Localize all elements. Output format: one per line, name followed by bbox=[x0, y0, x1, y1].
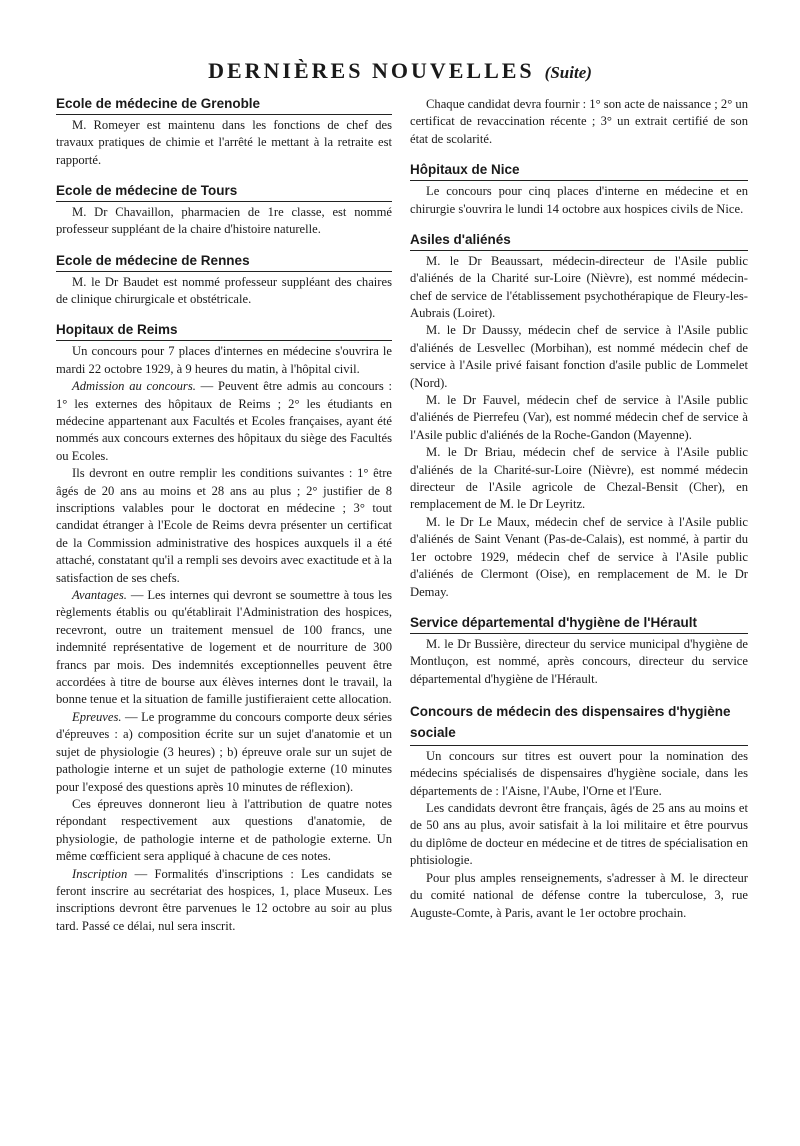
lead-inscription: Inscription bbox=[72, 866, 128, 881]
paragraph: M. le Dr Le Maux, médecin chef de service à l'Asile public d'aliénés de Saint Venant (Pas-de-Calais), est nommé, à partir du 1er octobre 1929, médecin chef de service à l'Asile public d'aliénés de Clermont (Oise), en remplacement de M. le Dr Demay. bbox=[410, 514, 748, 599]
paragraph: M. le Dr Bussière, directeur du service municipal d'hygiène de Montluçon, est nommé, après concours, directeur du service départemental d'hygiène de l'Hérault. bbox=[410, 636, 748, 686]
paragraph: M. Dr Chavaillon, pharmacien de 1re classe, est nommé professeur suppléant de la chaire d'histoire naturelle. bbox=[56, 204, 392, 237]
section-nice bbox=[410, 162, 748, 218]
paragraph: Un concours sur titres est ouvert pour la nomination des médecins spécialisés de dispensaires d'hygiène sociale, dans les départements de : l'Aisne, l'Aube, l'Orne et l'Eure. bbox=[410, 748, 748, 798]
paragraph: Le concours pour cinq places d'interne en médecine et en chirurgie s'ouvrira le lundi 14 octobre aux hospices civils de Nice. bbox=[410, 184, 748, 216]
paragraph: Ces épreuves donneront lieu à l'attribution de quatre notes répondant respectivement aux questions d'anatomie, de physiologie, de pathologie interne et de pathologie externe. Un même cœfficient sera appliqué à chacune de ces notes. bbox=[56, 796, 392, 864]
heading-asiles: Asiles d'aliénés bbox=[410, 232, 748, 251]
text-inscription: — Formalités d'inscriptions : Les candidats se feront inscrire au secrétariat des hospices, 1, place Museux. Les inscriptions devront être parvenues le 12 octobre au soir au plus tard. Passé ce délai, nul sera inscrit. bbox=[56, 866, 392, 933]
text-avantages: — Les internes qui devront se soumettre à tous les règlements établis ou qu'établirait l'Administration des hospices, recevront, outre un traitement mensuel de 100 francs, une indemnité représentative de logement et de nourriture de 300 francs par mois. Des indemnités exceptionnelles peuvent être accordées à titre de bourse aux élèves internes dont le travail, la bonne tenue et la situation de famille justifieraient cette allocation. bbox=[56, 588, 392, 707]
heading-grenoble: Ecole de médecine de Grenoble bbox=[56, 96, 392, 115]
paragraph: Un concours pour 7 places d'internes en médecine s'ouvrira le mardi 22 octobre 1929, à 9 heures du matin, à l'hôpital civil. bbox=[56, 344, 392, 376]
paragraph-avantages bbox=[56, 587, 392, 709]
section-asiles bbox=[410, 232, 748, 601]
paragraph: M. le Dr Beaussart, médecin-directeur de l'Asile public d'aliénés de la Charité sur-Loire (Nièvre), est nommé médecin-chef de service de l'établissement psychothérapique de Fleury-les-Aubrais (Loiret). bbox=[410, 253, 748, 320]
paragraph-epreuves bbox=[56, 709, 392, 796]
section-herault bbox=[410, 615, 748, 688]
paragraph: M. le Dr Baudet est nommé professeur suppléant des chaires de clinique chirurgicale et obstétricale. bbox=[56, 274, 392, 307]
section-tours bbox=[56, 183, 392, 239]
paragraph: Chaque candidat devra fournir : 1° son acte de naissance ; 2° un certificat de revaccination récente ; 3° un extrait certifié de son état de scolarité. bbox=[410, 97, 749, 146]
heading-dispensaires: Concours de médecin des dispensaires d'hygiène sociale bbox=[410, 702, 748, 746]
paragraph: M. le Dr Briau, médecin chef de service à l'Asile public d'aliénés de la Charité-sur-Loire (Nièvre), est nommé médecin directeur de l'Asile agricole de Chezal-Bensit (Cher), en remplacement de M. le Dr Leyritz. bbox=[410, 445, 748, 512]
paragraph: M. Romeyer est maintenu dans les fonctions de chef des travaux pratiques de chimie et l'arrêté le mettant à la retraite est rapporté. bbox=[56, 117, 392, 167]
right-column bbox=[410, 96, 748, 936]
section-reims-continued bbox=[410, 96, 748, 148]
lead-avantages: Avantages. bbox=[72, 588, 127, 603]
title-suite: (Suite) bbox=[544, 63, 592, 82]
heading-herault: Service départemental d'hygiène de l'Hérault bbox=[410, 615, 748, 634]
title-main: DERNIÈRES NOUVELLES bbox=[208, 58, 535, 83]
paragraph: Les candidats devront être français, âgés de 25 ans au moins et de 50 ans au plus, avoir satisfait à la loi militaire et être pourvus du diplôme de docteur en médecine et de titres de spécialisation en phtisiologie. bbox=[410, 801, 748, 868]
heading-tours: Ecole de médecine de Tours bbox=[56, 183, 392, 202]
text-epreuves: — Le programme du concours comporte deux séries d'épreuves : a) composition écrite sur un sujet d'anatomie et un sujet de physiologie (3 heures) ; b) épreuve orale sur un sujet de pathologie interne et un sujet de pathologie externe (10 minutes pour l'exposé des questions après 10 minutes de réflexion). bbox=[56, 709, 392, 794]
heading-nice: Hôpitaux de Nice bbox=[410, 162, 748, 181]
section-rennes bbox=[56, 253, 392, 309]
paragraph-admission bbox=[56, 378, 392, 465]
section-grenoble bbox=[56, 96, 392, 169]
lead-epreuves: Epreuves. bbox=[72, 709, 122, 724]
paragraph: M. le Dr Fauvel, médecin chef de service à l'Asile public d'aliénés de Pierrefeu (Var), est nommé médecin chef de service à l'Asile public d'aliénés de la Roche-Gandon (Mayenne). bbox=[410, 393, 748, 442]
paragraph: M. le Dr Daussy, médecin chef de service à l'Asile public d'aliénés de Lesvellec (Morbihan), est nommé médecin chef de service à l'Asile privé faisant fonction d'asile public de Lommelet (Nord). bbox=[410, 323, 748, 390]
section-reims bbox=[56, 322, 392, 935]
page-title bbox=[0, 58, 800, 84]
left-column bbox=[56, 96, 392, 949]
section-dispensaires bbox=[410, 702, 748, 922]
paragraph-inscription bbox=[56, 866, 392, 936]
lead-admission: Admission au concours. bbox=[72, 379, 196, 394]
paragraph: Ils devront en outre remplir les conditions suivantes : 1° être âgés de 20 ans au moins et 28 ans au plus ; 2° justifier de 8 inscriptions valables pour le doctorat en médecine ; 3° tout candidat étranger à l'Ecole de Reims devra présenter un certificat de la Commission administrative des hospices auxquels il a été attaché, constatant qu'il a rempli ses devoirs avec exactitude et à la satisfaction de ses chefs. bbox=[56, 466, 392, 585]
text-admission: — Peuvent être admis au concours : 1° les externes des hôpitaux de Reims ; 2° les étudiants en médecine appartenant aux Facultés et Ecoles françaises, ayant été nommés aux concours externes des hôpitaux du siège des Facultés ou Ecoles. bbox=[56, 379, 393, 463]
heading-reims: Hopitaux de Reims bbox=[56, 322, 392, 341]
heading-rennes: Ecole de médecine de Rennes bbox=[56, 253, 392, 272]
paragraph: Pour plus amples renseignements, s'adresser à M. le directeur du comité national de défense contre la tuberculose, 3, rue Auguste-Comte, à Paris, avant le 1er octobre prochain. bbox=[410, 870, 748, 920]
